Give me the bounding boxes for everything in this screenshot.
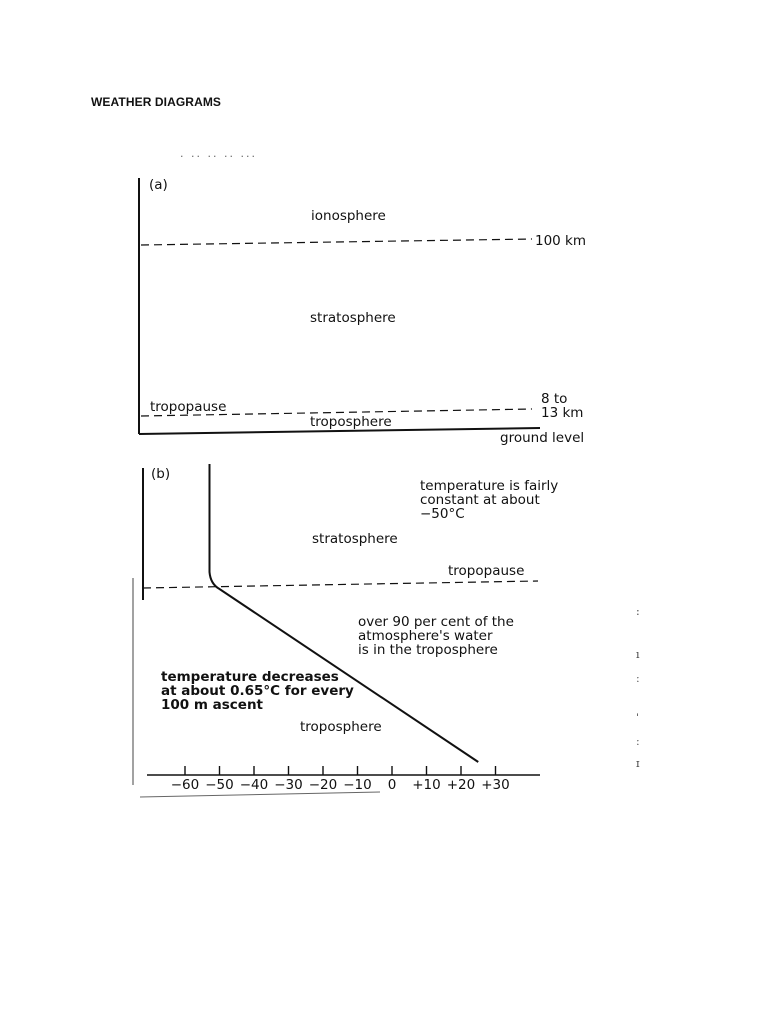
stratosphere-note-line1: temperature is fairly: [420, 478, 559, 494]
lapse-note-line2: at about 0.65°C for every: [161, 683, 354, 699]
tropopause-label-b: tropopause: [448, 563, 525, 579]
water-note: [358, 614, 514, 658]
axis-tick-label: +30: [481, 777, 510, 793]
tropopause-height-line1: 8 to: [541, 391, 568, 407]
scan-margin-mark: ɪ: [636, 757, 640, 770]
scan-margin-mark: ː: [636, 672, 640, 685]
tropopause-label-a: tropopause: [150, 399, 227, 415]
water-note-line3: is in the troposphere: [358, 642, 498, 658]
diagram-a: [139, 177, 586, 446]
ionosphere-boundary-line: [141, 239, 532, 245]
ionosphere-boundary-height: 100 km: [535, 233, 587, 249]
ionosphere-label: ionosphere: [311, 208, 386, 224]
diagram-b-label: (b): [151, 466, 171, 482]
axis-tick-label: −60: [170, 777, 200, 793]
lapse-rate-note: [161, 669, 354, 713]
axis-tick-label: −40: [239, 777, 269, 793]
stratosphere-note-line3: −50°C: [420, 506, 465, 522]
axis-tick-label: −30: [274, 777, 303, 793]
axis-tick-label: +20: [446, 777, 476, 793]
axis-tick-label: 0: [387, 777, 397, 793]
diagram-a-label: (a): [149, 177, 168, 193]
scan-artifact: · ·· ·· ·· ···: [180, 150, 257, 163]
axis-tick-label: −10: [343, 777, 372, 793]
scan-margin-mark: ı: [636, 648, 640, 661]
stratosphere-note-line2: constant at about: [420, 492, 540, 508]
stratosphere-label-b: stratosphere: [312, 531, 398, 547]
lapse-note-line3: 100 m ascent: [161, 697, 264, 713]
scan-margin-mark: ː: [636, 735, 640, 748]
troposphere-label-a: troposphere: [310, 414, 392, 430]
temperature-axis-ticks: [171, 766, 510, 793]
water-note-line2: atmosphere's water: [358, 628, 493, 644]
axis-tick-label: +10: [412, 777, 441, 793]
stratosphere-note: [420, 478, 558, 522]
document-title: WEATHER DIAGRAMS: [91, 95, 222, 109]
axis-tick-label: −50: [205, 777, 234, 793]
troposphere-label-b: troposphere: [300, 719, 382, 735]
scan-margin-mark: ˈ: [636, 712, 640, 725]
lapse-note-line1: temperature decreases: [161, 669, 339, 685]
ground-level-label: ground level: [500, 430, 585, 446]
axis-tick-label: −20: [308, 777, 338, 793]
water-note-line1: over 90 per cent of the: [358, 614, 514, 630]
stratosphere-label-a: stratosphere: [310, 310, 396, 326]
diagram-b: [133, 464, 558, 797]
tropopause-line-b: [143, 581, 538, 588]
scan-margin-mark: :: [636, 605, 640, 618]
tropopause-height-line2: 13 km: [541, 405, 584, 421]
